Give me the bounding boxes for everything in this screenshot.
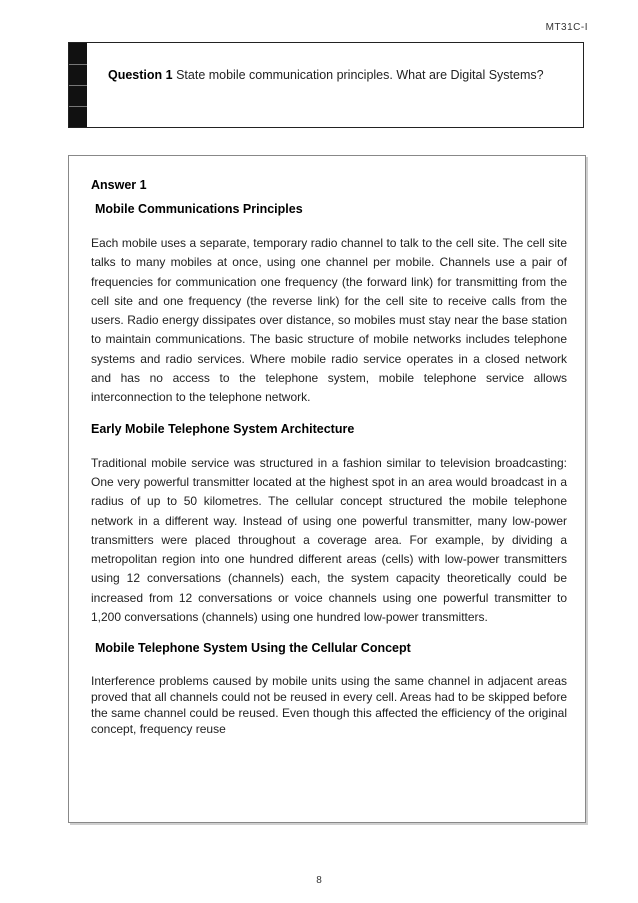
paragraph-cellular-concept: Interference problems caused by mobile units using the same channel in adjacent areas proved that all channels could not be reused in every cell. Areas had to be skipped before the same channel could be reused. Even though this affected the efficiency of the original concept, frequency reuse bbox=[91, 674, 567, 737]
question-text-block bbox=[108, 63, 548, 87]
paragraph-early-architecture: Traditional mobile service was structured in a fashion similar to television broadcasting: One very powerful transmitter located at the highest spot in an area would broadcast in a radius of up to 50 kilometres. The cellular concept structured the mobile telephone network in a different way. Instead of using one powerful transmitter, many low-power transmitters were placed throughout a coverage area. For example, by dividing a metropolitan region into one hundred different areas (cells) with low-power transmitters using 12 conversations (channels) each, the system capacity theoretically could be increased from 12 conversations or voice channels using one powerful transmitter to 1,200 conversations (channels) using one hundred low-power transmitters. bbox=[91, 455, 567, 625]
strip-divider bbox=[69, 85, 87, 86]
question-sidebar-strip bbox=[69, 43, 87, 127]
strip-divider bbox=[69, 64, 87, 65]
section-heading-early-architecture: Early Mobile Telephone System Architecture bbox=[91, 421, 355, 436]
strip-divider bbox=[69, 106, 87, 107]
question-label: Question 1 bbox=[108, 68, 173, 82]
question-box bbox=[68, 42, 584, 128]
section-heading-cellular-concept: Mobile Telephone System Using the Cellular Concept bbox=[95, 641, 411, 656]
question-body: State mobile communication principles. What are Digital Systems? bbox=[176, 68, 544, 82]
paragraph-principles: Each mobile uses a separate, temporary radio channel to talk to the cell site. The cell site talks to many mobiles at once, using one channel per mobile. Channels use a pair of frequencies for communication one frequency (the forward link) for transmitting from the cell site and one frequency (the reverse link) for the cell site to receive calls from the users. Radio energy dissipates over distance, so mobiles must stay near the base station to maintain communications. The basic structure of mobile networks includes telephone systems and radio services. Where mobile radio service operates in a closed network and has no access to the telephone system, mobile telephone service allows interconnection to the telephone network. bbox=[91, 236, 567, 405]
page-number: 8 bbox=[316, 875, 322, 886]
document-code: MT31C-I bbox=[545, 22, 588, 33]
answer-title: Answer 1 bbox=[91, 178, 147, 192]
answer-content bbox=[91, 178, 567, 737]
answer-box bbox=[68, 155, 586, 823]
section-heading-principles: Mobile Communications Principles bbox=[95, 202, 303, 216]
